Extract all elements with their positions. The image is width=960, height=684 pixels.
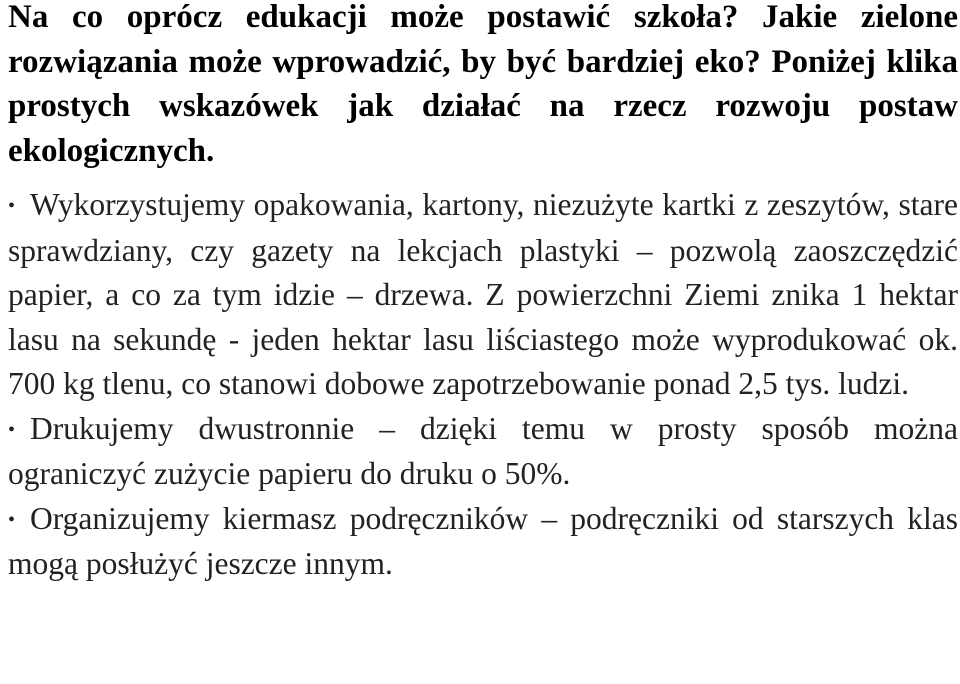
tip-item	[8, 183, 958, 407]
tip-text: Organizujemy kiermasz podręczników – podręczniki od starszych klas mogą posłużyć jeszcze innym.	[8, 500, 958, 581]
tip-item	[8, 497, 958, 587]
tips-list	[8, 183, 958, 587]
bullet-icon: •	[8, 508, 16, 531]
tip-text: Drukujemy dwustronnie – dzięki temu w prosty sposób można ograniczyć zużycie papieru do druku o 50%.	[8, 410, 958, 491]
intro-paragraph: Na co oprócz edukacji może postawić szkoła? Jakie zielone rozwiązania może wprowadzić, by być bardziej eko? Poniżej klika prostych wskazówek jak działać na rzecz rozwoju postaw ekologicznych.	[8, 0, 958, 169]
bullet-icon: •	[8, 195, 16, 217]
bullet-icon: •	[8, 418, 16, 441]
tip-text: Wykorzystujemy opakowania, kartony, niezużyte kartki z zeszytów, stare sprawdziany, czy gazety na lekcjach plastyki – pozwolą zaoszczędzić papier, a co za tym idzie – drzewa. Z powierzchni Ziemi znika 1 hektar lasu na sekundę - jeden hektar lasu liściastego może wyprodukować ok. 700 kg tlenu, co stanowi dobowe zapotrzebowanie ponad 2,5 tys. ludzi.	[8, 187, 958, 401]
tip-item	[8, 407, 958, 497]
